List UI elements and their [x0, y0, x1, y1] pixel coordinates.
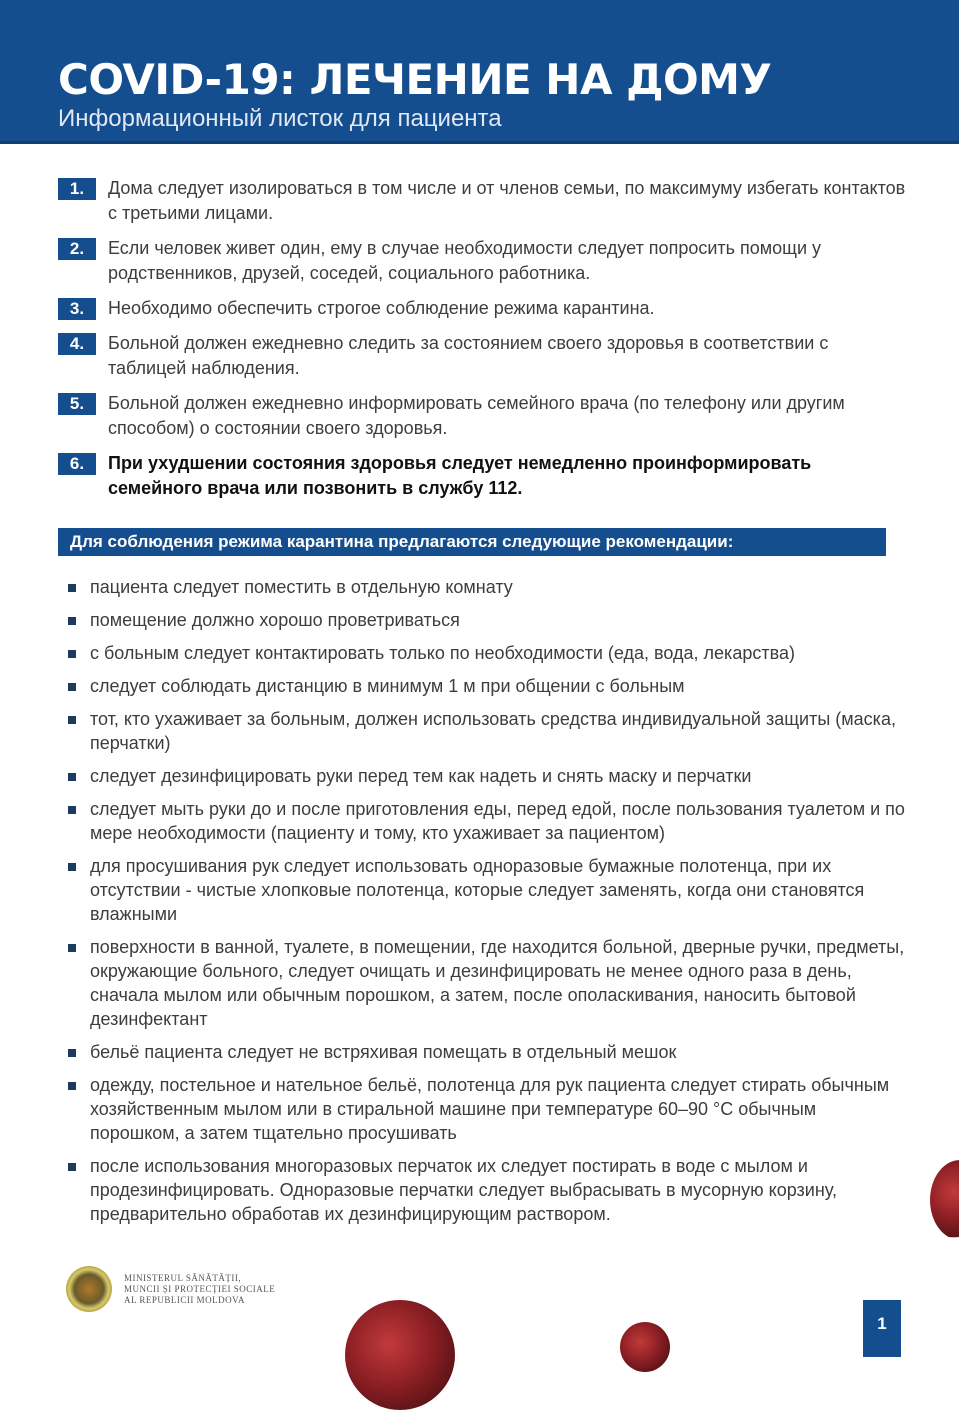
- square-bullet-icon: [68, 1049, 76, 1057]
- list-item: [68, 575, 908, 599]
- list-item: [68, 1073, 908, 1145]
- step-item: [58, 236, 908, 286]
- virus-illustration-icon: [620, 1322, 670, 1372]
- step-number: 6.: [58, 453, 96, 475]
- square-bullet-icon: [68, 716, 76, 724]
- list-item-text: тот, кто ухаживает за больным, должен использовать средства индивидуальной защиты (маска, перчатки): [90, 709, 896, 753]
- step-number: 4.: [58, 333, 96, 355]
- list-item: [68, 608, 908, 632]
- step-item-emergency: [58, 451, 908, 501]
- step-item: [58, 331, 908, 381]
- page-title: COVID-19: ЛЕЧЕНИЕ НА ДОМУ: [58, 55, 772, 104]
- list-item-text: следует соблюдать дистанцию в минимум 1 м при общении с больным: [90, 676, 685, 696]
- square-bullet-icon: [68, 944, 76, 952]
- square-bullet-icon: [68, 650, 76, 658]
- list-item-text: поверхности в ванной, туалете, в помещении, где находится больной, дверные ручки, предметы, окружающие больного, следует очищать и дезинфицировать не менее одного раза в день, сначала мылом или обычным порошком, а затем, после ополаскивания, наносить бытовой дезинфектант: [90, 937, 905, 1029]
- step-item: [58, 391, 908, 441]
- list-item: [68, 707, 908, 755]
- page-subtitle: Информационный листок для пациента: [58, 105, 502, 132]
- step-number: 5.: [58, 393, 96, 415]
- list-item: [68, 935, 908, 1031]
- step-text: Необходимо обеспечить строгое соблюдение режима карантина.: [108, 298, 655, 318]
- list-item-text: для просушивания рук следует использовать одноразовые бумажные полотенца, при их отсутствии - чистые хлопковые полотенца, которые следует заменять, когда они становятся влажными: [90, 856, 865, 924]
- ministry-logo: [66, 1266, 275, 1312]
- ministry-line: MINISTERUL SĂNĂTĂȚII,: [124, 1272, 242, 1283]
- ministry-line: AL REPUBLICII MOLDOVA: [124, 1294, 246, 1305]
- list-item-text: с больным следует контактировать только по необходимости (еда, вода, лекарства): [90, 643, 795, 663]
- list-item-text: пациента следует поместить в отдельную комнату: [90, 577, 513, 597]
- list-item-text: следует дезинфицировать руки перед тем как надеть и снять маску и перчатки: [90, 766, 752, 786]
- header-banner: [0, 0, 959, 144]
- list-item: [68, 641, 908, 665]
- list-item-text: бельё пациента следует не встряхивая помещать в отдельный мешок: [90, 1042, 677, 1062]
- step-text: Дома следует изолироваться в том числе и от членов семьи, по максимуму избегать контактов с третьими лицами.: [108, 178, 906, 223]
- list-item-text: одежду, постельное и нательное бельё, полотенца для рук пациента следует стирать обычным хозяйственным мылом или в стиральной машине при температуре 60–90 °С обычным порошком, а затем тщательно просушивать: [90, 1075, 890, 1143]
- step-number: 3.: [58, 298, 96, 320]
- square-bullet-icon: [68, 773, 76, 781]
- square-bullet-icon: [68, 1163, 76, 1171]
- step-item: [58, 176, 908, 226]
- recommendations-list: [68, 575, 908, 1235]
- ministry-line: MUNCII ȘI PROTECȚIEI SOCIALE: [124, 1283, 276, 1294]
- square-bullet-icon: [68, 863, 76, 871]
- numbered-steps: [58, 176, 908, 511]
- recommendations-heading: Для соблюдения режима карантина предлагаются следующие рекомендации:: [58, 528, 886, 556]
- step-number: 1.: [58, 178, 96, 200]
- step-text: Если человек живет один, ему в случае необходимости следует попросить помощи у родственников, друзей, соседей, социального работника.: [108, 238, 822, 283]
- step-text: Больной должен ежедневно следить за состоянием своего здоровья в соответствии с таблицей наблюдения.: [108, 333, 829, 378]
- list-item: [68, 797, 908, 845]
- list-item: [68, 674, 908, 698]
- square-bullet-icon: [68, 1082, 76, 1090]
- list-item: [68, 1154, 908, 1226]
- square-bullet-icon: [68, 806, 76, 814]
- list-item-text: помещение должно хорошо проветриваться: [90, 610, 460, 630]
- step-item: [58, 296, 908, 321]
- list-item-text: после использования многоразовых перчаток их следует постирать в воде с мылом и продезинфицировать. Одноразовые перчатки следует выбрасывать в мусорную корзину, предварительно обработав их дезинфицирующим раствором.: [90, 1156, 837, 1224]
- virus-illustration-icon: [930, 1160, 959, 1240]
- virus-illustration-icon: [345, 1300, 455, 1410]
- list-item: [68, 1040, 908, 1064]
- square-bullet-icon: [68, 584, 76, 592]
- ministry-name: [124, 1273, 275, 1306]
- list-item-text: следует мыть руки до и после приготовления еды, перед едой, после пользования туалетом и по мере необходимости (пациенту и тому, кто ухаживает за пациентом): [90, 799, 905, 843]
- list-item: [68, 854, 908, 926]
- page-number: 1: [863, 1300, 901, 1357]
- coat-of-arms-icon: [66, 1266, 112, 1312]
- square-bullet-icon: [68, 617, 76, 625]
- list-item: [68, 764, 908, 788]
- step-text: При ухудшении состояния здоровья следует немедленно проинформировать семейного врача или позвонить в службу 112.: [108, 453, 812, 498]
- step-text: Больной должен ежедневно информировать семейного врача (по телефону или другим способом) о состоянии своего здоровья.: [108, 393, 845, 438]
- square-bullet-icon: [68, 683, 76, 691]
- step-number: 2.: [58, 238, 96, 260]
